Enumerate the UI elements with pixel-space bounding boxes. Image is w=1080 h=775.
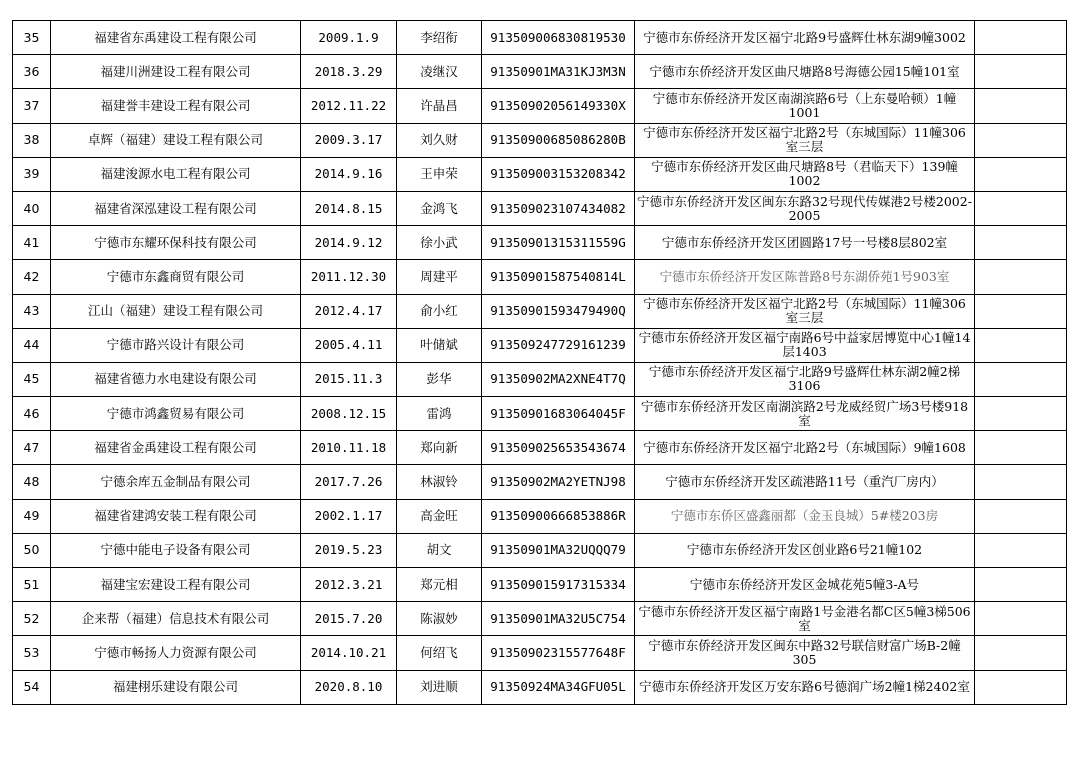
company-name: 福建省金禹建设工程有限公司 <box>51 431 301 465</box>
table-body <box>13 21 1067 705</box>
row-number: 48 <box>13 465 51 499</box>
company-name: 福建宝宏建设工程有限公司 <box>51 568 301 602</box>
row-number: 39 <box>13 157 51 191</box>
table-row <box>13 602 1067 636</box>
registered-address: 宁德市东侨经济开发区闽东东路32号现代传媒港2号楼2002-2005 <box>635 191 975 225</box>
company-name: 福建省德力水电建设有限公司 <box>51 362 301 396</box>
legal-representative: 俞小红 <box>397 294 482 328</box>
company-name: 福建省深泓建设工程有限公司 <box>51 191 301 225</box>
row-number: 51 <box>13 568 51 602</box>
legal-representative: 徐小武 <box>397 226 482 260</box>
legal-representative: 叶储斌 <box>397 328 482 362</box>
empty-cell <box>975 568 1067 602</box>
credit-code: 91350901683064045F <box>482 397 635 431</box>
row-number: 54 <box>13 670 51 704</box>
empty-cell <box>975 157 1067 191</box>
company-name: 卓辉（福建）建设工程有限公司 <box>51 123 301 157</box>
company-name: 福建省东禹建设工程有限公司 <box>51 21 301 55</box>
empty-cell <box>975 397 1067 431</box>
table-row <box>13 226 1067 260</box>
credit-code: 913509247729161239 <box>482 328 635 362</box>
empty-cell <box>975 499 1067 533</box>
table-row <box>13 533 1067 567</box>
empty-cell <box>975 533 1067 567</box>
registered-address: 宁德市东侨经济开发区万安东路6号德润广场2幢1梯2402室 <box>635 670 975 704</box>
registration-date: 2017.7.26 <box>301 465 397 499</box>
legal-representative: 胡文 <box>397 533 482 567</box>
table-row <box>13 431 1067 465</box>
row-number: 44 <box>13 328 51 362</box>
credit-code: 91350901593479490Q <box>482 294 635 328</box>
table-row <box>13 21 1067 55</box>
credit-code: 91350901315311559G <box>482 226 635 260</box>
company-name: 宁德市畅扬人力资源有限公司 <box>51 636 301 670</box>
row-number: 42 <box>13 260 51 294</box>
row-number: 35 <box>13 21 51 55</box>
registration-date: 2012.3.21 <box>301 568 397 602</box>
empty-cell <box>975 294 1067 328</box>
credit-code: 913509015917315334 <box>482 568 635 602</box>
company-name: 宁德市东鑫商贸有限公司 <box>51 260 301 294</box>
empty-cell <box>975 362 1067 396</box>
company-registry-table <box>12 20 1067 705</box>
credit-code: 91350901MA32U5C754 <box>482 602 635 636</box>
empty-cell <box>975 191 1067 225</box>
table-row <box>13 328 1067 362</box>
company-name: 福建省建鸿安装工程有限公司 <box>51 499 301 533</box>
company-name: 福建川洲建设工程有限公司 <box>51 55 301 89</box>
table-row <box>13 191 1067 225</box>
registration-date: 2005.4.11 <box>301 328 397 362</box>
credit-code: 91350901MA31KJ3M3N <box>482 55 635 89</box>
registered-address: 宁德市东侨经济开发区福宁北路9号盛辉仕林东湖9幢3002 <box>635 21 975 55</box>
credit-code: 91350902056149330X <box>482 89 635 123</box>
legal-representative: 周建平 <box>397 260 482 294</box>
registration-date: 2015.7.20 <box>301 602 397 636</box>
company-name: 企来帮（福建）信息技术有限公司 <box>51 602 301 636</box>
registration-date: 2015.11.3 <box>301 362 397 396</box>
legal-representative: 陈淑妙 <box>397 602 482 636</box>
registered-address: 宁德市东侨经济开发区南湖滨路6号（上东曼哈顿）1幢1001 <box>635 89 975 123</box>
credit-code: 91350901587540814L <box>482 260 635 294</box>
empty-cell <box>975 431 1067 465</box>
table-row <box>13 397 1067 431</box>
empty-cell <box>975 21 1067 55</box>
registration-date: 2014.8.15 <box>301 191 397 225</box>
empty-cell <box>975 226 1067 260</box>
credit-code: 913509023107434082 <box>482 191 635 225</box>
row-number: 52 <box>13 602 51 636</box>
legal-representative: 郑向新 <box>397 431 482 465</box>
registered-address: 宁德市东侨经济开发区陈普路8号东湖侨苑1号903室 <box>635 260 975 294</box>
registration-date: 2012.11.22 <box>301 89 397 123</box>
empty-cell <box>975 55 1067 89</box>
row-number: 53 <box>13 636 51 670</box>
credit-code: 913509006830819530 <box>482 21 635 55</box>
empty-cell <box>975 670 1067 704</box>
registration-date: 2011.12.30 <box>301 260 397 294</box>
table-row <box>13 260 1067 294</box>
registration-date: 2010.11.18 <box>301 431 397 465</box>
empty-cell <box>975 328 1067 362</box>
registration-date: 2008.12.15 <box>301 397 397 431</box>
registered-address: 宁德市东侨经济开发区福宁南路6号中益家居博览中心1幢14层1403 <box>635 328 975 362</box>
legal-representative: 许晶昌 <box>397 89 482 123</box>
row-number: 40 <box>13 191 51 225</box>
row-number: 38 <box>13 123 51 157</box>
registration-date: 2020.8.10 <box>301 670 397 704</box>
table-row <box>13 55 1067 89</box>
registration-date: 2014.9.16 <box>301 157 397 191</box>
registration-date: 2014.10.21 <box>301 636 397 670</box>
table-row <box>13 499 1067 533</box>
credit-code: 91350924MA34GFU05L <box>482 670 635 704</box>
registered-address: 宁德市东侨经济开发区福宁北路9号盛辉仕林东湖2幢2梯3106 <box>635 362 975 396</box>
registered-address: 宁德市东侨经济开发区福宁北路2号（东城国际）11幢306室三层 <box>635 123 975 157</box>
legal-representative: 何绍飞 <box>397 636 482 670</box>
row-number: 46 <box>13 397 51 431</box>
registered-address: 宁德市东侨经济开发区金城花苑5幢3-A号 <box>635 568 975 602</box>
legal-representative: 凌继汉 <box>397 55 482 89</box>
credit-code: 913509025653543674 <box>482 431 635 465</box>
credit-code: 91350900685086280B <box>482 123 635 157</box>
legal-representative: 金鸿飞 <box>397 191 482 225</box>
table-row <box>13 465 1067 499</box>
empty-cell <box>975 123 1067 157</box>
row-number: 49 <box>13 499 51 533</box>
registered-address: 宁德市东侨经济开发区曲尺塘路8号（君临天下）139幢1002 <box>635 157 975 191</box>
legal-representative: 郑元相 <box>397 568 482 602</box>
company-name: 福建栩乐建设有限公司 <box>51 670 301 704</box>
legal-representative: 刘进顺 <box>397 670 482 704</box>
company-name: 宁德市路兴设计有限公司 <box>51 328 301 362</box>
registered-address: 宁德市东侨经济开发区创业路6号21幢102 <box>635 533 975 567</box>
registered-address: 宁德市东侨经济开发区曲尺塘路8号海德公园15幢101室 <box>635 55 975 89</box>
row-number: 37 <box>13 89 51 123</box>
table-row <box>13 362 1067 396</box>
credit-code: 91350902MA2XNE4T7Q <box>482 362 635 396</box>
legal-representative: 雷鸿 <box>397 397 482 431</box>
legal-representative: 王申荣 <box>397 157 482 191</box>
table-row <box>13 670 1067 704</box>
company-name: 宁德中能电子设备有限公司 <box>51 533 301 567</box>
registration-date: 2009.1.9 <box>301 21 397 55</box>
registered-address: 宁德市东侨经济开发区团圆路17号一号楼8层802室 <box>635 226 975 260</box>
company-name: 宁德市东耀环保科技有限公司 <box>51 226 301 260</box>
legal-representative: 高金旺 <box>397 499 482 533</box>
credit-code: 91350902MA2YETNJ98 <box>482 465 635 499</box>
credit-code: 91350900666853886R <box>482 499 635 533</box>
legal-representative: 林淑铃 <box>397 465 482 499</box>
registration-date: 2002.1.17 <box>301 499 397 533</box>
credit-code: 91350901MA32UQQQ79 <box>482 533 635 567</box>
row-number: 45 <box>13 362 51 396</box>
company-name: 江山（福建）建设工程有限公司 <box>51 294 301 328</box>
empty-cell <box>975 602 1067 636</box>
registration-date: 2018.3.29 <box>301 55 397 89</box>
table-row <box>13 123 1067 157</box>
registration-date: 2012.4.17 <box>301 294 397 328</box>
company-name: 宁德余库五金制品有限公司 <box>51 465 301 499</box>
legal-representative: 彭华 <box>397 362 482 396</box>
empty-cell <box>975 89 1067 123</box>
registered-address: 宁德市东侨经济开发区疏港路11号（重汽厂房内） <box>635 465 975 499</box>
company-name: 福建浚源水电工程有限公司 <box>51 157 301 191</box>
empty-cell <box>975 260 1067 294</box>
table-row <box>13 89 1067 123</box>
legal-representative: 李绍衔 <box>397 21 482 55</box>
row-number: 41 <box>13 226 51 260</box>
credit-code: 913509003153208342 <box>482 157 635 191</box>
registration-date: 2019.5.23 <box>301 533 397 567</box>
registered-address: 宁德市东侨经济开发区福宁南路1号金港名都C区5幢3梯506室 <box>635 602 975 636</box>
table-row <box>13 568 1067 602</box>
registered-address: 宁德市东侨区盛鑫丽都（金玉良城）5#楼203房 <box>635 499 975 533</box>
empty-cell <box>975 636 1067 670</box>
company-name: 福建誉丰建设工程有限公司 <box>51 89 301 123</box>
registered-address: 宁德市东侨经济开发区南湖滨路2号龙威经贸广场3号楼918室 <box>635 397 975 431</box>
row-number: 47 <box>13 431 51 465</box>
registration-date: 2009.3.17 <box>301 123 397 157</box>
registered-address: 宁德市东侨经济开发区福宁北路2号（东城国际）9幢1608 <box>635 431 975 465</box>
registered-address: 宁德市东侨经济开发区福宁北路2号（东城国际）11幢306室三层 <box>635 294 975 328</box>
row-number: 50 <box>13 533 51 567</box>
table-row <box>13 157 1067 191</box>
registration-date: 2014.9.12 <box>301 226 397 260</box>
credit-code: 91350902315577648F <box>482 636 635 670</box>
table-row <box>13 636 1067 670</box>
empty-cell <box>975 465 1067 499</box>
row-number: 36 <box>13 55 51 89</box>
row-number: 43 <box>13 294 51 328</box>
registered-address: 宁德市东侨经济开发区闽东中路32号联信财富广场B-2幢305 <box>635 636 975 670</box>
legal-representative: 刘久财 <box>397 123 482 157</box>
company-name: 宁德市鸿鑫贸易有限公司 <box>51 397 301 431</box>
table-row <box>13 294 1067 328</box>
